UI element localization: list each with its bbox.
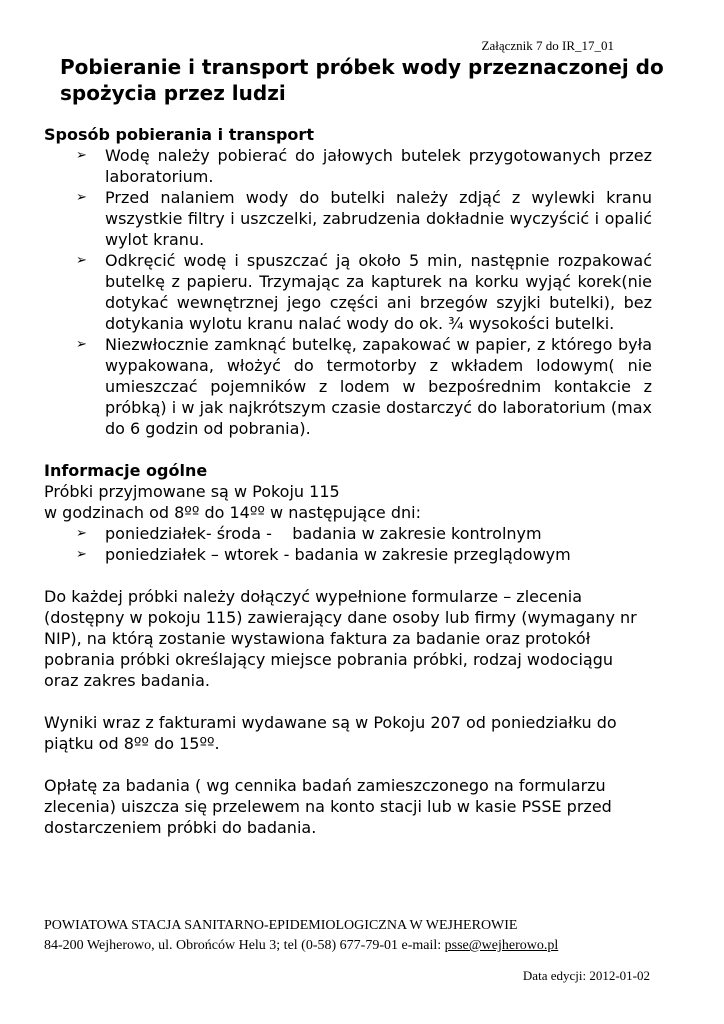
forms-paragraph: Do każdej próbki należy dołączyć wypełnione formularze – zlecenia (dostępny w pokoju 115) zawierający dane osoby lub firmy (wymagany nr NIP), na którą zostanie wystawiona faktura za badanie oraz protokół pobrania próbki określający miejsce pobrania próbki, rodzaj wodociągu oraz zakres badania. [44,587,637,690]
arrow-bullet-icon: ➢ [76,253,87,268]
email-link[interactable]: psse@wejherowo.pl [444,938,559,953]
document-body [44,124,652,838]
arrow-bullet-icon: ➢ [76,547,87,562]
reception-room: Próbki przyjmowane są w Pokoju 115 [44,482,340,501]
sampling-list [44,145,652,439]
list-item-text: Niezwłocznie zamknąć butelkę, zapakować w papier, z którego była wypakowana, włożyć do termotorby z wkładem lodowym( nie umieszczać pojemników z lodem w bezpośrednim kontakcie z próbką) i w jak najkrótszym czasie dostarczyć do laboratorium (max do 6 godzin od pobrania). [105,335,652,438]
list-item [44,145,652,187]
arrow-bullet-icon: ➢ [76,526,87,541]
footer-institution: POWIATOWA STACJA SANITARNO-EPIDEMIOLOGICZNA W WEJHEROWIE [44,918,518,933]
list-item-text: Przed nalaniem wody do butelki należy zdjąć z wylewki kranu wszystkie filtry i uszczelki, zabrudzenia dokładnie wyczyścić i opalić wylot kranu. [105,188,652,249]
reception-hours: w godzinach od 8ºº do 14ºº w następujące dni: [44,503,421,522]
footer-address: 84-200 Wejherowo, ul. Obrońców Helu 3; tel (0-58) 677-79-01 e-mail: [44,938,445,953]
list-item [44,523,652,544]
edition-date: Data edycji: 2012-01-02 [522,968,650,983]
results-paragraph: Wyniki wraz z fakturami wydawane są w Pokoju 207 od poniedziałku do piątku od 8ºº do 15ºº. [44,713,617,753]
list-item-text: poniedziałek- środa - badania w zakresie kontrolnym [105,524,542,543]
footer [44,916,558,956]
footer-contact [44,936,558,956]
list-item [44,187,652,250]
list-item [44,544,652,565]
payment-paragraph: Opłatę za badania ( wg cennika badań zamieszczonego na formularzu zlecenia) uiszcza się przelewem na konto stacji lub w kasie PSSE przed dostarczeniem próbki do badania. [44,776,612,837]
schedule-list [44,523,652,565]
arrow-bullet-icon: ➢ [76,148,87,163]
document-title: Pobieranie i transport próbek wody przeznaczonej do spożycia przez ludzi [60,55,664,105]
list-item [44,334,652,439]
arrow-bullet-icon: ➢ [76,190,87,205]
arrow-bullet-icon: ➢ [76,337,87,352]
list-item-text: poniedziałek – wtorek - badania w zakresie przeglądowym [105,545,571,564]
general-heading: Informacje ogólne [44,461,208,480]
list-item-text: Wodę należy pobierać do jałowych butelek przygotowanych przez laboratorium. [105,146,652,186]
list-item [44,250,652,334]
list-item-text: Odkręcić wodę i spuszczać ją około 5 min, następnie rozpakować butelkę z papieru. Trzymając za kapturek na korku wyjąć korek(nie dotykać wewnętrznej jego części ani brzegów szyjki butelki), bez dotykania wylotu kranu nalać wody do ok. ¾ wysokości butelki. [105,251,652,333]
attachment-note: Załącznik 7 do IR_17_01 [481,38,614,53]
sampling-heading: Sposób pobierania i transport [44,125,314,144]
